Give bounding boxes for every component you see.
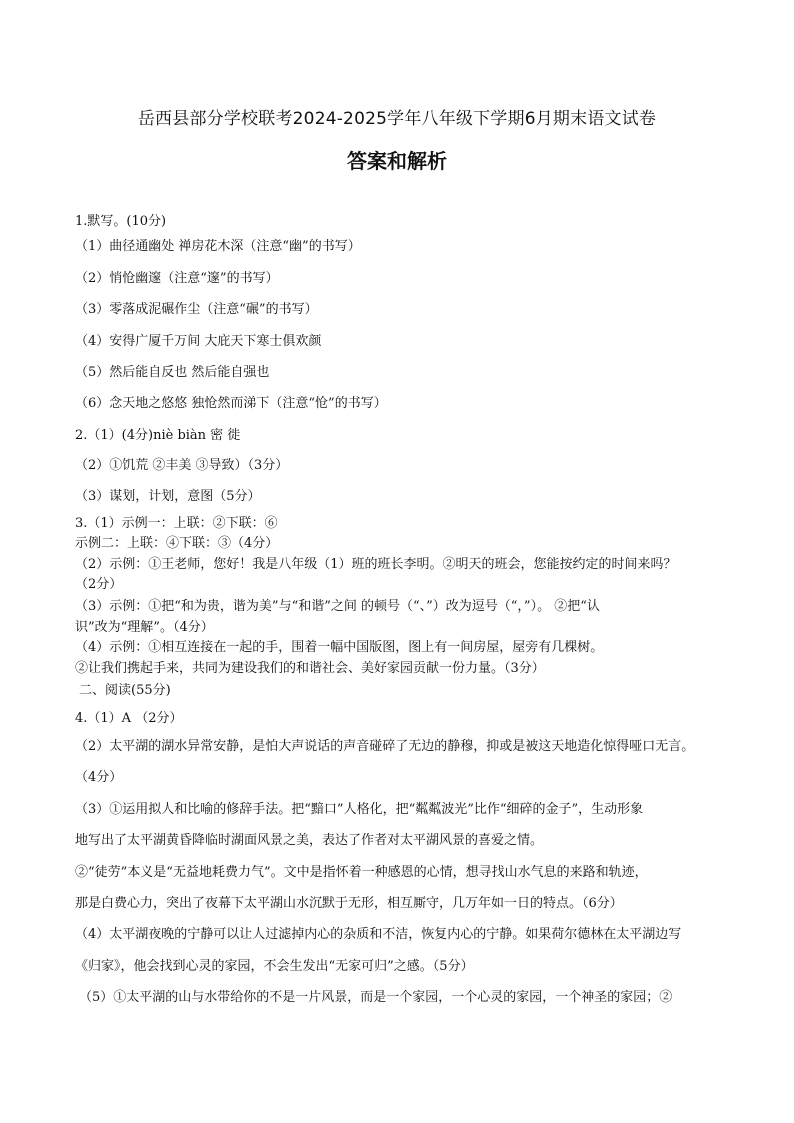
- q1-heading: 1.默写。(10分): [75, 214, 167, 229]
- q1-answer-4: （4）安得广厦千万间 大庇天下寒士俱欢颜: [75, 334, 322, 349]
- q3-answer-2: （2）示例：①王老师，您好！我是八年级（1）班的班长李明。②明天的班会，您能按约定的时间来吗？: [75, 557, 677, 572]
- q2-answer-2: （2）①饥荒 ②丰美 ③导致）（3分）: [75, 458, 289, 473]
- q1-answer-5: （5）然后能自反也 然后能自强也: [75, 365, 270, 380]
- q4-answer-2-score: （4分）: [75, 770, 123, 785]
- q4-answer-2: （2）太平湖的湖水异常安静，是怕大声说话的声音碰碎了无边的静穆，抑或是被这天地造化惊得哑口无言。: [75, 739, 695, 754]
- q4-answer-3-part2-cont: 那是白费心力，突出了夜幕下太平湖山水沉默于无形，相互厮守，几万年如一日的特点。（6分）: [75, 896, 623, 911]
- q1-answer-6: （6）念天地之悠悠 独怆然而涕下（注意“怆”的书写）: [75, 396, 387, 411]
- q1-answer-1: （1）曲径通幽处 禅房花木深（注意“幽”的书写）: [75, 239, 361, 254]
- q2-answer-3: （3）谋划，计划，意图（5分）: [75, 489, 261, 504]
- q4-answer-3-part2: ②“徒劳”本义是“无益地耗费力气”。文中是指怀着一种感恩的心情，想寻找山水气息的来路和轨迹，: [75, 865, 648, 880]
- q3-answer-3: （3）示例：①把“和为贵，谐为美”与“和谐”之间 的顿号（“、”）改为逗号（“，”）。 ②把“认: [75, 599, 600, 614]
- q4-answer-5: （5）①太平湖的山与水带给你的不是一片风景，而是一个家园，一个心灵的家园，一个神圣的家园；②: [79, 990, 673, 1005]
- q3-answer-1a: 3.（1）示例一：上联：②下联：⑥: [75, 516, 278, 531]
- document-title: 岳西县部分学校联考2024-2025学年八年级下学期6月期末语文试卷: [137, 109, 657, 129]
- q4-answer-4-cont: 《归家》，他会找到心灵的家园，不会生发出“无家可归”之感。（5分）: [75, 959, 474, 974]
- q4-answer-1: 4.（1）A （2分）: [75, 711, 183, 726]
- q1-answer-3: （3）零落成泥碾作尘（注意“碾”的书写）: [75, 302, 318, 317]
- q3-answer-4-cont: ②让我们携起手来，共同为建设我们的和谐社会、美好家园贡献一份力量。（3分）: [75, 661, 545, 676]
- q3-answer-3-cont: 识”改为“理解”。（4分）: [75, 620, 214, 635]
- q4-answer-3-cont: 地写出了太平湖黄昏降临时湖面风景之美，表达了作者对太平湖风景的喜爱之情。: [75, 833, 544, 848]
- section-reading-heading: 二、阅读(55分): [79, 683, 171, 698]
- document-subtitle: 答案和解析: [347, 149, 447, 173]
- q3-answer-1b: 示例二：上联：④下联：③（4分）: [75, 536, 279, 551]
- q1-answer-2: （2）悄怆幽邃（注意“邃”的书写）: [75, 271, 279, 286]
- q3-answer-2-score: （2分）: [75, 577, 123, 592]
- q3-answer-4: （4）示例：①相互连接在一起的手，围着一幅中国版图，图上有一间房屋，屋旁有几棵树。: [75, 640, 604, 655]
- q2-answer-1: 2.（1）(4分)niè biàn 密 徙: [75, 428, 241, 443]
- q4-answer-3: （3）①运用拟人和比喻的修辞手法。把“黯口”人格化，把“粼粼波光”比作“细碎的金子”，生动形象: [75, 802, 644, 817]
- q4-answer-4: （4）太平湖夜晚的宁静可以让人过滤掉内心的杂质和不洁，恢复内心的宁静。如果荷尔德林在太平湖边写: [75, 927, 682, 942]
